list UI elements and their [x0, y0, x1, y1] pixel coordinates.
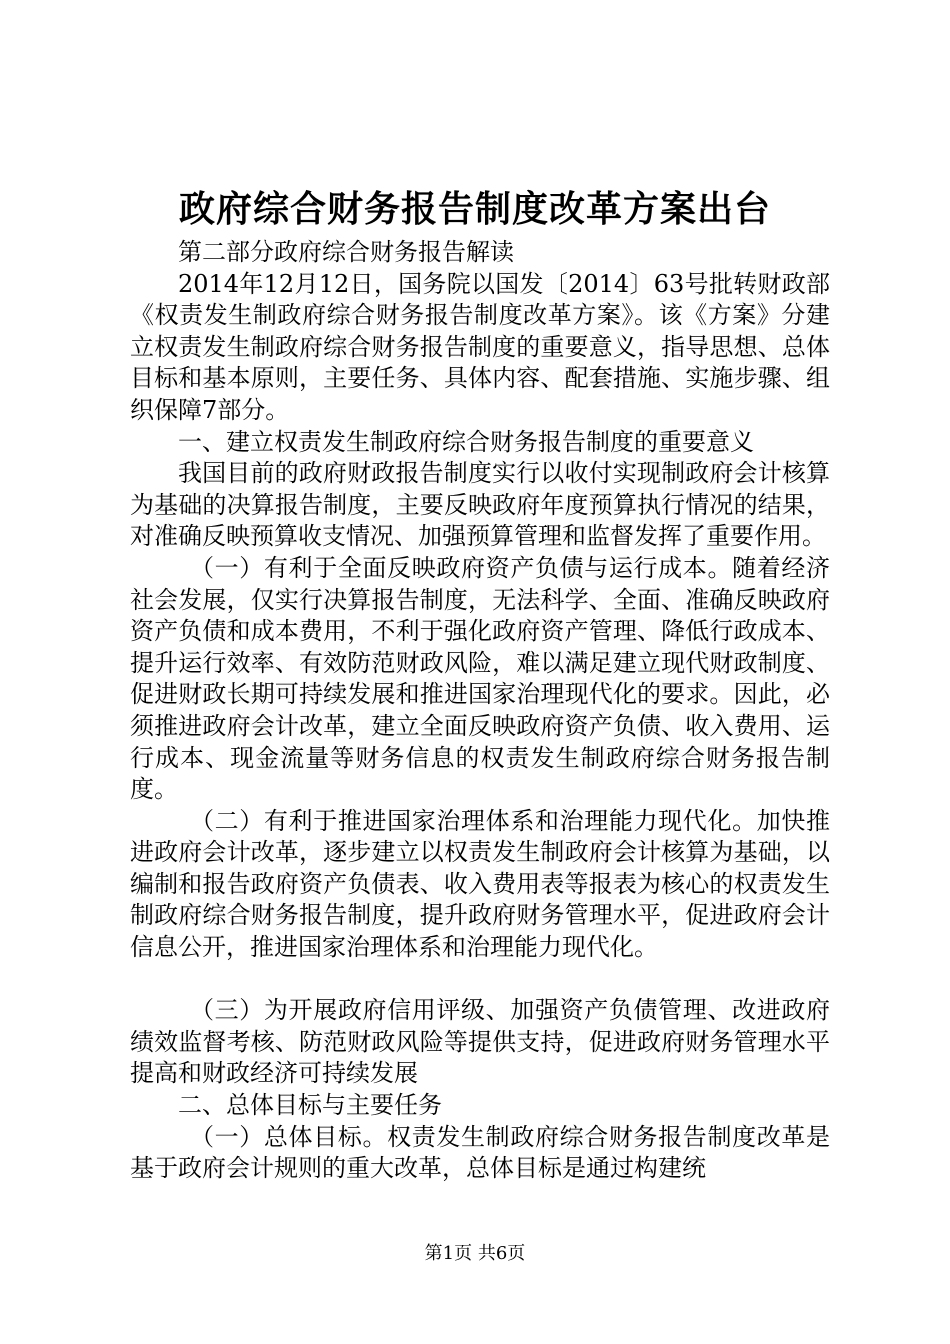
- body-paragraph: 我国目前的政府财政报告制度实行以收付实现制政府会计核算为基础的决算报告制度，主要反映政府年度预算执行情况的结果，对准确反映预算收支情况、加强预算管理和监督发挥了重要作用。: [130, 459, 830, 551]
- section-heading: 第二部分政府综合财务报告解读: [178, 238, 514, 266]
- section-heading: 二、总体目标与主要任务: [178, 1091, 442, 1120]
- body-paragraph: （一）总体目标。权责发生制政府综合财务报告制度改革是基于政府会计规则的重大改革，总体目标是通过构建统: [130, 1122, 830, 1183]
- body-paragraph: （三）为开展政府信用评级、加强资产负债管理、改进政府绩效监督考核、防范财政风险等提供支持，促进政府财务管理水平提高和财政经济可持续发展: [130, 996, 830, 1088]
- page-indicator: 第1页 共6页: [424, 1243, 526, 1264]
- body-paragraph: （一）有利于全面反映政府资产负债与运行成本。随着经济社会发展，仅实行决算报告制度，无法科学、全面、准确反映政府资产负债和成本费用，不利于强化政府资产管理、降低行政成本、提升运行效率、有效防范财政风险，难以满足建立现代财政制度、促进财政长期可持续发展和推进国家治理现代化的要求。因此，必须推进政府会计改革，建立全面反映政府资产负债、收入费用、运行成本、现金流量等财务信息的权责发生制政府综合财务报告制度。: [130, 553, 830, 804]
- document-body: [130, 237, 830, 1185]
- document-title: 政府综合财务报告制度改革方案出台: [178, 188, 771, 230]
- body-paragraph: 2014年12月12日，国务院以国发〔2014〕63号批转财政部《权责发生制政府综合财务报告制度改革方案》。该《方案》分建立权责发生制政府综合财务报告制度的重要意义，指导思想、总体目标和基本原则，主要任务、具体内容、配套措施、实施步骤、组织保障7部分。: [130, 269, 830, 424]
- section-heading: 一、建立权责发生制政府综合财务报告制度的重要意义: [178, 427, 754, 456]
- body-paragraph: （二）有利于推进国家治理体系和治理能力现代化。加快推进政府会计改革，逐步建立以权责发生制政府会计核算为基础，以编制和报告政府资产负债表、收入费用表等报表为核心的权责发生制政府综合财务报告制度，提升政府财务管理水平，促进政府会计信息公开，推进国家治理体系和治理能力现代化。: [130, 806, 830, 962]
